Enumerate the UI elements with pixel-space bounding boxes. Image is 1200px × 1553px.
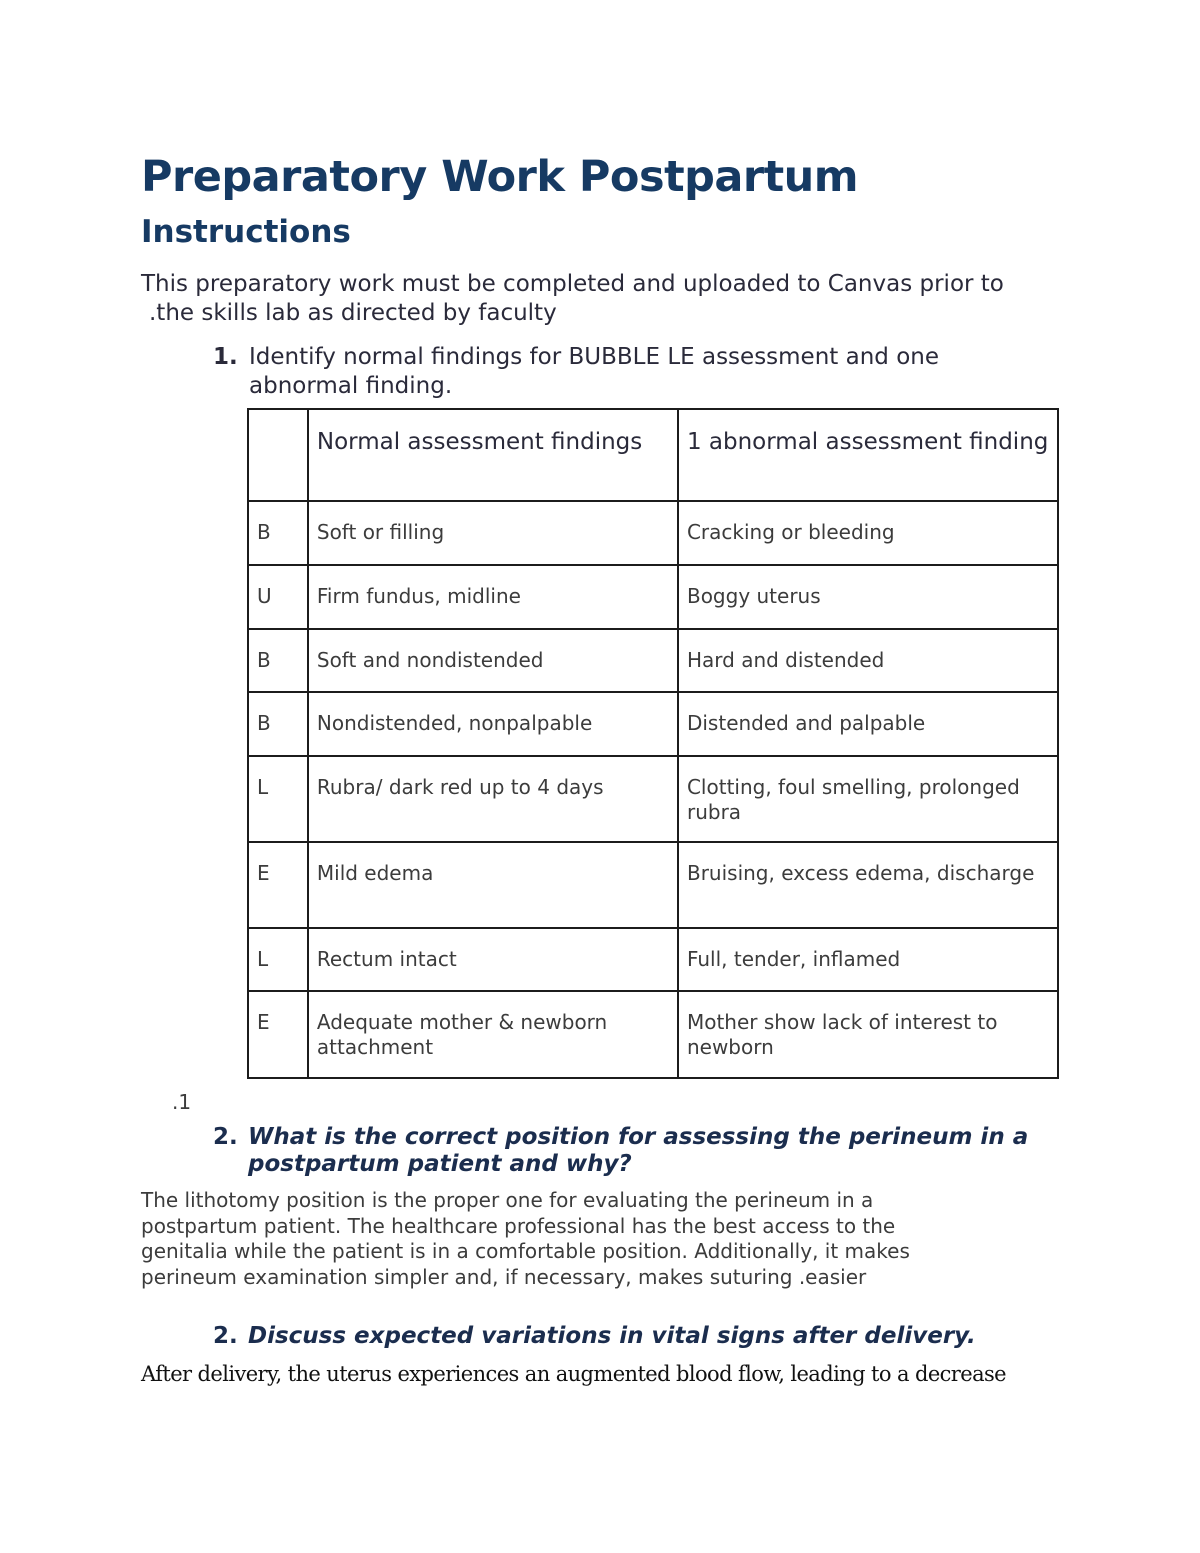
row-letter: U <box>248 565 308 629</box>
abnormal-finding: Cracking or bleeding <box>678 501 1058 565</box>
abnormal-finding: Hard and distended <box>678 629 1058 692</box>
normal-finding: Soft and nondistended <box>308 629 678 692</box>
row-letter: B <box>248 629 308 692</box>
row-letter: B <box>248 501 308 565</box>
row-letter: L <box>248 756 308 842</box>
header-letter <box>248 409 308 501</box>
table-row <box>248 692 1058 756</box>
answer-3-paragraph: After delivery, the uterus experiences an augmented blood flow, leading to a decrease <box>141 1362 1007 1386</box>
normal-finding: Nondistended, nonpalpable <box>308 692 678 756</box>
normal-finding: Mild edema <box>308 842 678 928</box>
question-3-number: 2. <box>213 1323 238 1349</box>
list-marker: .1 <box>172 1090 192 1114</box>
instructions-line-2: .the skills lab as directed by faculty <box>149 300 557 326</box>
question-1 <box>213 343 1013 401</box>
row-letter: E <box>248 842 308 928</box>
table-row <box>248 629 1058 692</box>
table-row <box>248 842 1058 928</box>
abnormal-finding: Bruising, excess edema, discharge <box>678 842 1058 928</box>
table-row <box>248 756 1058 842</box>
row-letter: L <box>248 928 308 991</box>
table-row <box>248 928 1058 991</box>
question-2 <box>213 1124 1063 1178</box>
instructions-line-1: This preparatory work must be completed and uploaded to Canvas prior to <box>141 271 1004 297</box>
row-letter: B <box>248 692 308 756</box>
question-1-line-1: Identify normal findings for BUBBLE LE assessment and one <box>249 344 939 370</box>
normal-finding: Rectum intact <box>308 928 678 991</box>
abnormal-finding: Boggy uterus <box>678 565 1058 629</box>
question-2-number: 2. <box>213 1124 238 1150</box>
page-title: Preparatory Work Postpartum <box>141 152 859 202</box>
header-abnormal-finding: 1 abnormal assessment finding <box>678 409 1058 501</box>
abnormal-finding: Full, tender, inflamed <box>678 928 1058 991</box>
question-1-line-2: abnormal finding. <box>249 373 453 399</box>
question-2-text: What is the correct position for assessing the perineum in a postpartum patient and why? <box>248 1124 1029 1177</box>
question-3 <box>213 1323 1063 1350</box>
section-heading-instructions: Instructions <box>141 214 351 250</box>
instructions-paragraph <box>141 270 1041 328</box>
question-1-number: 1. <box>213 344 238 370</box>
table-header-row <box>248 409 1058 501</box>
normal-finding: Firm fundus, midline <box>308 565 678 629</box>
abnormal-finding: Mother show lack of interest to newborn <box>678 991 1058 1078</box>
abnormal-finding: Distended and palpable <box>678 692 1058 756</box>
normal-finding: Soft or filling <box>308 501 678 565</box>
header-normal-findings: Normal assessment findings <box>308 409 678 501</box>
normal-finding: Adequate mother & newborn attachment <box>308 991 678 1078</box>
answer-2-paragraph: The lithotomy position is the proper one for evaluating the perineum in a postpartum patient. The healthcare professional has the best access to the genitalia while the patient is in a comfortable position. Additionally, it makes perineum examination simpler and, if necessary, makes suturing .easier <box>141 1188 910 1289</box>
table-row <box>248 501 1058 565</box>
question-1-text <box>249 343 1013 401</box>
table-row <box>248 565 1058 629</box>
table-row <box>248 991 1058 1078</box>
normal-finding: Rubra/ dark red up to 4 days <box>308 756 678 842</box>
question-3-text: Discuss expected variations in vital signs after delivery. <box>248 1323 976 1349</box>
row-letter: E <box>248 991 308 1078</box>
bubble-le-table <box>247 408 1059 1079</box>
abnormal-finding: Clotting, foul smelling, prolonged rubra <box>678 756 1058 842</box>
